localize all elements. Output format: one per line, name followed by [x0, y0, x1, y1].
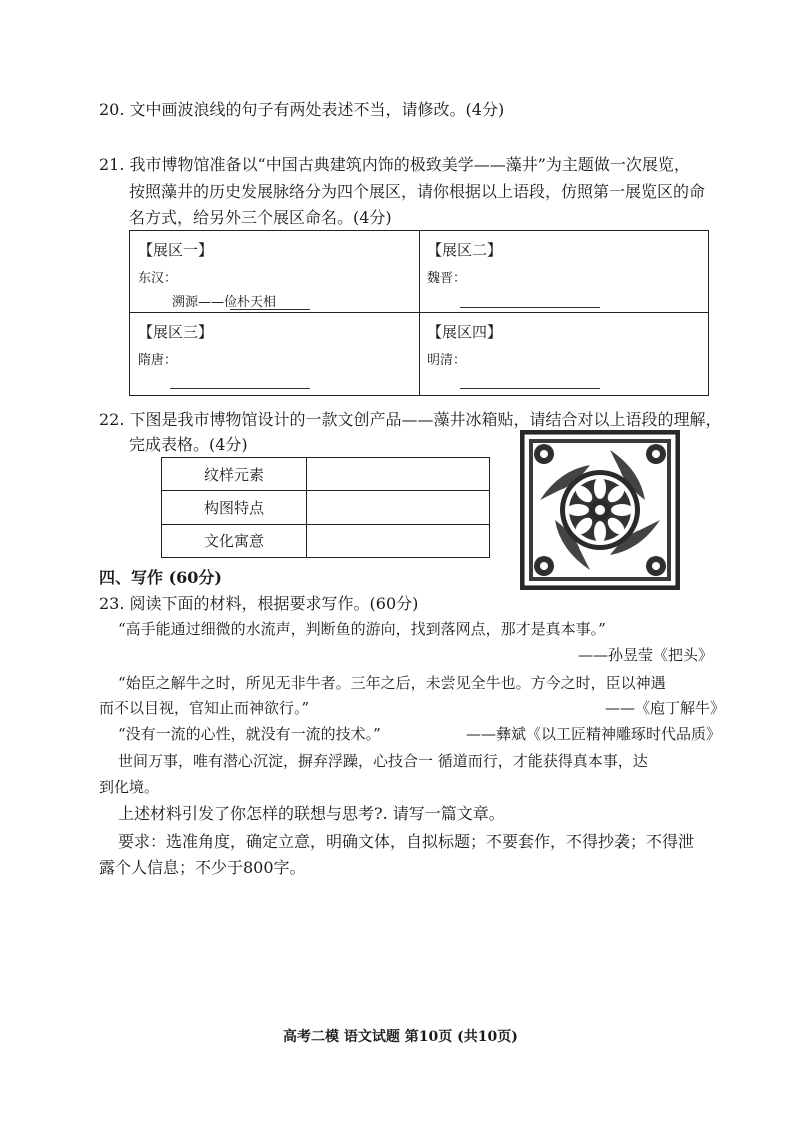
quote-3: “没有一流的心性，就没有一流的技术。” [118, 725, 381, 743]
quote-2-line-2: 而不以目视，官知止而神欲行。” [99, 699, 310, 717]
answer-cell-cultural-meaning[interactable] [307, 524, 490, 557]
caisson-analysis-table [161, 457, 490, 558]
quote-1: “高手能通过细微的水流声，判断鱼的游向，找到落网点，那才是真本事。” [118, 620, 606, 638]
paragraph-1-line-1: 世间万事，唯有潜心沉淀，摒弃浮躁，心技合一 循道而行，才能获得真本事，达 [118, 752, 648, 770]
answer-cell-composition[interactable] [307, 491, 490, 524]
answer-cell-pattern-elements[interactable] [307, 458, 490, 491]
question-21-line-1: 21. 我市博物馆准备以“中国古典建筑内饰的极致美学——藻井”为主题做一次展览， [99, 155, 690, 174]
question-21-line-2: 按照藻井的历史发展脉络分为四个展区，请你根据以上语段，仿照第一展览区的命 [129, 182, 706, 201]
quote-1-source: ——孙昱莹《把头》 [578, 646, 714, 664]
zone-3-era: 隋唐： [138, 353, 178, 368]
exhibition-zone-table [129, 230, 709, 396]
row-label-pattern-elements: 纹样元素 [162, 458, 307, 491]
paragraph-2: 上述材料引发了你怎样的联想与思考?. 请写一篇文章。 [118, 804, 505, 823]
row-label-cultural-meaning: 文化寓意 [162, 524, 307, 557]
zone-4-era: 明清： [427, 353, 467, 368]
question-22-line-1: 22. 下图是我市博物馆设计的一款文创产品——藻井冰箱贴，请结合对以上语段的理解， [99, 410, 722, 429]
section-4-heading: 四、写作 (60分) [99, 568, 222, 587]
zone-4-answer-line[interactable] [460, 388, 600, 389]
page-footer: 高考二模 语文试题 第10页 (共10页) [283, 1029, 518, 1045]
quote-2-source: ——《庖丁解牛》 [605, 699, 726, 717]
zone-3-title: 【展区三】 [138, 323, 214, 341]
quote-2-line-1: “始臣之解牛之时，所见无非牛者。三年之后，未尝见全牛也。方今之时，臣以神遇 [118, 674, 666, 692]
question-23-intro: 23. 阅读下面的材料，根据要求写作。(60分) [99, 594, 419, 613]
requirements-line-1: 要求：选准角度，确定立意，明确文体，自拟标题；不要套作，不得抄袭；不得泄 [118, 832, 695, 851]
zone-2-era: 魏晋： [427, 271, 467, 286]
row-label-composition: 构图特点 [162, 491, 307, 524]
question-20: 20. 文中画波浪线的句子有两处表述不当，请修改。(4分) [99, 100, 505, 119]
zone-1-answer: 溯源——俭朴天相 [172, 295, 277, 310]
question-21-line-3: 名方式，给另外三个展区命名。(4分) [129, 208, 392, 227]
zone-2-answer-line[interactable] [460, 307, 600, 308]
zone-4-title: 【展区四】 [427, 323, 503, 341]
zone-3-answer-line[interactable] [170, 388, 310, 389]
quote-3-source: ——彝斌《以工匠精神雕琢时代品质》 [466, 725, 722, 743]
zone-1-title: 【展区一】 [138, 241, 214, 259]
requirements-line-2: 露个人信息；不少于800字。 [99, 858, 306, 877]
question-22-line-2: 完成表格。(4分) [129, 435, 248, 454]
zone-1-era: 东汉： [138, 271, 178, 286]
zone-1-answer-underline [230, 309, 310, 310]
zone-2-title: 【展区二】 [427, 241, 503, 259]
caisson-fridge-magnet-image [520, 430, 680, 590]
table-divider-vertical [419, 231, 420, 395]
paragraph-1-line-2: 到化境。 [99, 778, 160, 796]
